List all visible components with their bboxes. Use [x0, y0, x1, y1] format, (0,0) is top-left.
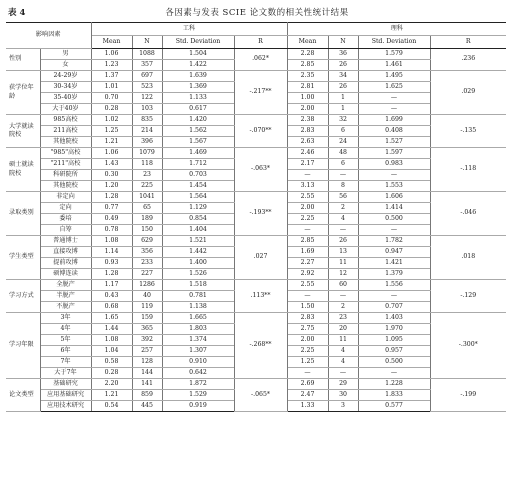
eng-std-cell: 1.564: [162, 192, 234, 203]
sci-mean-cell: 1.00: [287, 93, 328, 104]
eng-mean-cell: 1.21: [91, 390, 132, 401]
eng-mean-cell: 1.01: [91, 82, 132, 93]
sci-n-cell: 56: [328, 192, 358, 203]
sci-std-cell: 1.556: [358, 280, 430, 291]
sci-n-cell: 4: [328, 214, 358, 225]
eng-std-cell: 1.504: [162, 49, 234, 60]
eng-std-cell: 1.400: [162, 258, 234, 269]
sci-mean-cell: —: [287, 225, 328, 236]
eng-mean-cell: 1.08: [91, 236, 132, 247]
sci-n-cell: 26: [328, 236, 358, 247]
eng-n-cell: 103: [132, 104, 162, 115]
eng-mean-cell: 0.49: [91, 214, 132, 225]
sci-n-cell: —: [328, 291, 358, 302]
eng-mean-cell: 1.28: [91, 269, 132, 280]
sci-n-cell: 30: [328, 390, 358, 401]
eng-n-cell: 257: [132, 346, 162, 357]
level-cell: 基础研究: [40, 379, 91, 390]
eng-n-cell: 445: [132, 401, 162, 412]
level-cell: 自筹: [40, 225, 91, 236]
eng-n-cell: 159: [132, 313, 162, 324]
eng-std-cell: 1.567: [162, 137, 234, 148]
eng-std-cell: 0.781: [162, 291, 234, 302]
eng-n-cell: 629: [132, 236, 162, 247]
table-row: [6, 192, 506, 203]
sci-std-cell: —: [358, 170, 430, 181]
eng-std-cell: 1.639: [162, 71, 234, 82]
eng-r-cell: -.193**: [234, 192, 287, 236]
level-cell: 其他院校: [40, 137, 91, 148]
sci-mean-cell: 2.63: [287, 137, 328, 148]
eng-n-cell: 189: [132, 214, 162, 225]
sci-mean-cell: 2.25: [287, 214, 328, 225]
eng-mean-cell: 1.06: [91, 148, 132, 159]
eng-r-cell: -.217**: [234, 71, 287, 115]
level-cell: 定向: [40, 203, 91, 214]
factor-cell: 性别: [6, 49, 40, 71]
eng-n-cell: 392: [132, 335, 162, 346]
sci-n-cell: 6: [328, 126, 358, 137]
eng-std-cell: 1.803: [162, 324, 234, 335]
eng-n-cell: 859: [132, 390, 162, 401]
eng-std-cell: 1.712: [162, 159, 234, 170]
sci-std-cell: 1.461: [358, 60, 430, 71]
eng-mean-cell: 1.43: [91, 159, 132, 170]
table-row: [6, 313, 506, 324]
sci-mean-cell: —: [287, 170, 328, 181]
eng-std-cell: 0.854: [162, 214, 234, 225]
table-body: [6, 23, 506, 412]
sci-n-cell: 48: [328, 148, 358, 159]
sci-std-cell: 0.577: [358, 401, 430, 412]
sci-std-cell: 1.414: [358, 203, 430, 214]
eng-std-cell: 0.919: [162, 401, 234, 412]
level-cell: 男: [40, 49, 91, 60]
factor-cell: 论文类型: [6, 379, 40, 412]
sci-std-cell: —: [358, 104, 430, 115]
sci-mean-cell: 2.46: [287, 148, 328, 159]
sci-n-cell: 3: [328, 401, 358, 412]
sci-mean-cell: 2.47: [287, 390, 328, 401]
level-cell: 6年: [40, 346, 91, 357]
sci-std-cell: 1.379: [358, 269, 430, 280]
eng-n-cell: 357: [132, 60, 162, 71]
table-caption: [0, 6, 514, 20]
level-cell: 30-34岁: [40, 82, 91, 93]
level-cell: 大于7年: [40, 368, 91, 379]
level-cell: 不脱产: [40, 302, 91, 313]
eng-mean-cell: 0.78: [91, 225, 132, 236]
sci-std-cell: 1.782: [358, 236, 430, 247]
eng-n-cell: 1286: [132, 280, 162, 291]
eng-n-cell: 835: [132, 115, 162, 126]
sci-std-cell: 0.408: [358, 126, 430, 137]
level-cell: 硕博连读: [40, 269, 91, 280]
eng-mean-cell: 1.23: [91, 60, 132, 71]
sci-n-cell: 11: [328, 258, 358, 269]
factor-cell: 学习方式: [6, 280, 40, 313]
sci-mean-cell: 1.50: [287, 302, 328, 313]
sci-n-cell: 4: [328, 346, 358, 357]
sci-std-cell: 1.403: [358, 313, 430, 324]
sci-n-cell: 36: [328, 49, 358, 60]
eng-mean-cell: 1.65: [91, 313, 132, 324]
level-cell: 3年: [40, 313, 91, 324]
eng-n-cell: 118: [132, 159, 162, 170]
level-cell: 非定向: [40, 192, 91, 203]
sci-std-cell: 1.970: [358, 324, 430, 335]
sci-n-cell: 34: [328, 71, 358, 82]
eng-std-cell: 1.529: [162, 390, 234, 401]
col-header-std: Std. Deviation: [358, 36, 430, 49]
sci-r-cell: -.129: [430, 280, 506, 313]
sci-n-cell: 2: [328, 302, 358, 313]
eng-mean-cell: 1.14: [91, 247, 132, 258]
sci-n-cell: 6: [328, 159, 358, 170]
sci-std-cell: —: [358, 368, 430, 379]
sci-n-cell: —: [328, 368, 358, 379]
eng-std-cell: 1.138: [162, 302, 234, 313]
factor-cell: 硕士就读院校: [6, 148, 40, 192]
eng-std-cell: 1.469: [162, 148, 234, 159]
eng-mean-cell: 1.28: [91, 192, 132, 203]
science-header: 理科: [287, 23, 506, 36]
eng-r-cell: -.063*: [234, 148, 287, 192]
sci-std-cell: 1.228: [358, 379, 430, 390]
sci-r-cell: .018: [430, 236, 506, 280]
sci-std-cell: 0.500: [358, 357, 430, 368]
eng-n-cell: 1088: [132, 49, 162, 60]
eng-std-cell: 1.872: [162, 379, 234, 390]
table-row: [6, 148, 506, 159]
eng-n-cell: 233: [132, 258, 162, 269]
eng-n-cell: 523: [132, 82, 162, 93]
eng-mean-cell: 1.06: [91, 49, 132, 60]
eng-mean-cell: 1.17: [91, 280, 132, 291]
eng-std-cell: 1.562: [162, 126, 234, 137]
eng-n-cell: 214: [132, 126, 162, 137]
eng-r-cell: .027: [234, 236, 287, 280]
level-cell: 211高校: [40, 126, 91, 137]
sci-n-cell: 60: [328, 280, 358, 291]
level-cell: 全脱产: [40, 280, 91, 291]
table-row: [6, 379, 506, 390]
table-number: 表 4: [8, 8, 26, 18]
factor-cell: 获学位年龄: [6, 71, 40, 115]
factor-cell: 学生类型: [6, 236, 40, 280]
sci-mean-cell: 2.27: [287, 258, 328, 269]
sci-mean-cell: 1.25: [287, 357, 328, 368]
eng-std-cell: 1.420: [162, 115, 234, 126]
sci-n-cell: —: [328, 225, 358, 236]
sci-std-cell: 1.421: [358, 258, 430, 269]
eng-mean-cell: 1.04: [91, 346, 132, 357]
sci-n-cell: 26: [328, 60, 358, 71]
sci-r-cell: -.199: [430, 379, 506, 412]
sci-mean-cell: 2.85: [287, 236, 328, 247]
eng-mean-cell: 1.25: [91, 126, 132, 137]
sci-r-cell: .029: [430, 71, 506, 115]
sci-mean-cell: 2.85: [287, 60, 328, 71]
sci-std-cell: —: [358, 225, 430, 236]
sci-n-cell: 4: [328, 357, 358, 368]
eng-mean-cell: 0.28: [91, 368, 132, 379]
eng-n-cell: 697: [132, 71, 162, 82]
col-header-std: Std. Deviation: [162, 36, 234, 49]
sci-std-cell: 1.597: [358, 148, 430, 159]
eng-mean-cell: 0.43: [91, 291, 132, 302]
sci-std-cell: 1.495: [358, 71, 430, 82]
level-cell: 985高校: [40, 115, 91, 126]
sci-r-cell: -.118: [430, 148, 506, 192]
level-cell: 直接攻博: [40, 247, 91, 258]
sci-std-cell: 1.699: [358, 115, 430, 126]
eng-std-cell: 1.454: [162, 181, 234, 192]
sci-std-cell: 1.095: [358, 335, 430, 346]
level-cell: 科研院所: [40, 170, 91, 181]
sci-mean-cell: 2.69: [287, 379, 328, 390]
sci-r-cell: .236: [430, 49, 506, 71]
sci-mean-cell: 1.33: [287, 401, 328, 412]
eng-mean-cell: 0.77: [91, 203, 132, 214]
eng-std-cell: 1.404: [162, 225, 234, 236]
eng-n-cell: 40: [132, 291, 162, 302]
sci-std-cell: 1.553: [358, 181, 430, 192]
sci-n-cell: 20: [328, 324, 358, 335]
sci-mean-cell: 2.00: [287, 335, 328, 346]
eng-std-cell: 1.442: [162, 247, 234, 258]
sci-n-cell: 11: [328, 335, 358, 346]
eng-n-cell: 396: [132, 137, 162, 148]
sci-std-cell: 0.947: [358, 247, 430, 258]
sci-r-cell: -.135: [430, 115, 506, 148]
level-cell: 大于40岁: [40, 104, 91, 115]
eng-r-cell: -.070**: [234, 115, 287, 148]
sci-std-cell: 0.707: [358, 302, 430, 313]
eng-mean-cell: 2.20: [91, 379, 132, 390]
sci-mean-cell: 3.13: [287, 181, 328, 192]
level-cell: 24-29岁: [40, 71, 91, 82]
eng-mean-cell: 0.54: [91, 401, 132, 412]
sci-n-cell: —: [328, 170, 358, 181]
eng-n-cell: 356: [132, 247, 162, 258]
engineering-header: 工科: [91, 23, 287, 36]
table-row: [6, 236, 506, 247]
table-row: [6, 71, 506, 82]
eng-n-cell: 365: [132, 324, 162, 335]
col-header-r: R: [430, 36, 506, 49]
eng-std-cell: 1.374: [162, 335, 234, 346]
factor-cell: 大学就读院校: [6, 115, 40, 148]
sci-n-cell: 8: [328, 181, 358, 192]
level-cell: 女: [40, 60, 91, 71]
eng-mean-cell: 1.21: [91, 137, 132, 148]
eng-r-cell: -.065*: [234, 379, 287, 412]
eng-mean-cell: 0.58: [91, 357, 132, 368]
sci-mean-cell: 2.35: [287, 71, 328, 82]
statistics-table: [6, 22, 506, 412]
sci-mean-cell: 2.00: [287, 104, 328, 115]
sci-std-cell: 1.527: [358, 137, 430, 148]
level-cell: 7年: [40, 357, 91, 368]
sci-mean-cell: 2.28: [287, 49, 328, 60]
eng-mean-cell: 0.30: [91, 170, 132, 181]
sci-n-cell: 13: [328, 247, 358, 258]
eng-r-cell: .113**: [234, 280, 287, 313]
level-cell: 4年: [40, 324, 91, 335]
level-cell: 35-40岁: [40, 93, 91, 104]
col-header-mean: Mean: [91, 36, 132, 49]
eng-n-cell: 119: [132, 302, 162, 313]
sci-mean-cell: 2.55: [287, 280, 328, 291]
level-cell: 委培: [40, 214, 91, 225]
eng-std-cell: 1.526: [162, 269, 234, 280]
level-cell: 普通博士: [40, 236, 91, 247]
sci-n-cell: 29: [328, 379, 358, 390]
level-cell: 5年: [40, 335, 91, 346]
eng-mean-cell: 1.02: [91, 115, 132, 126]
table-row: [6, 115, 506, 126]
eng-n-cell: 122: [132, 93, 162, 104]
sci-std-cell: 0.500: [358, 214, 430, 225]
sci-mean-cell: 2.25: [287, 346, 328, 357]
sci-std-cell: 1.579: [358, 49, 430, 60]
sci-n-cell: 24: [328, 137, 358, 148]
eng-mean-cell: 0.70: [91, 93, 132, 104]
eng-n-cell: 225: [132, 181, 162, 192]
eng-mean-cell: 1.20: [91, 181, 132, 192]
eng-n-cell: 144: [132, 368, 162, 379]
eng-std-cell: 0.642: [162, 368, 234, 379]
sci-mean-cell: 2.38: [287, 115, 328, 126]
eng-n-cell: 65: [132, 203, 162, 214]
sci-mean-cell: 2.00: [287, 203, 328, 214]
sci-n-cell: 2: [328, 203, 358, 214]
eng-n-cell: 1041: [132, 192, 162, 203]
sci-std-cell: 0.983: [358, 159, 430, 170]
eng-n-cell: 23: [132, 170, 162, 181]
col-header-r: R: [234, 36, 287, 49]
sci-n-cell: 1: [328, 93, 358, 104]
eng-n-cell: 227: [132, 269, 162, 280]
sci-std-cell: 1.606: [358, 192, 430, 203]
sci-mean-cell: 2.75: [287, 324, 328, 335]
sci-mean-cell: 2.17: [287, 159, 328, 170]
eng-std-cell: 1.133: [162, 93, 234, 104]
sci-mean-cell: 1.69: [287, 247, 328, 258]
factor-cell: 录取类别: [6, 192, 40, 236]
eng-std-cell: 0.617: [162, 104, 234, 115]
eng-std-cell: 1.518: [162, 280, 234, 291]
sci-n-cell: 32: [328, 115, 358, 126]
sci-mean-cell: 2.92: [287, 269, 328, 280]
eng-std-cell: 0.703: [162, 170, 234, 181]
sci-n-cell: 12: [328, 269, 358, 280]
sci-r-cell: -.300*: [430, 313, 506, 379]
col-header-n: N: [132, 36, 162, 49]
eng-std-cell: 1.665: [162, 313, 234, 324]
eng-std-cell: 1.521: [162, 236, 234, 247]
eng-std-cell: 1.422: [162, 60, 234, 71]
level-cell: 应用基础研究: [40, 390, 91, 401]
level-cell: 应用技术研究: [40, 401, 91, 412]
sci-mean-cell: 2.83: [287, 313, 328, 324]
table-row: [6, 49, 506, 60]
sci-std-cell: 1.625: [358, 82, 430, 93]
sci-mean-cell: —: [287, 368, 328, 379]
eng-r-cell: .062*: [234, 49, 287, 71]
sci-n-cell: 1: [328, 104, 358, 115]
eng-std-cell: 1.369: [162, 82, 234, 93]
sci-n-cell: 23: [328, 313, 358, 324]
sci-std-cell: —: [358, 291, 430, 302]
eng-std-cell: 1.129: [162, 203, 234, 214]
header-row-1: [6, 23, 506, 36]
sci-n-cell: 26: [328, 82, 358, 93]
eng-mean-cell: 1.44: [91, 324, 132, 335]
factor-cell: 学习年限: [6, 313, 40, 379]
sci-mean-cell: 2.83: [287, 126, 328, 137]
sci-mean-cell: 2.81: [287, 82, 328, 93]
sci-r-cell: -.046: [430, 192, 506, 236]
sci-std-cell: 0.957: [358, 346, 430, 357]
eng-mean-cell: 0.68: [91, 302, 132, 313]
level-cell: 半脱产: [40, 291, 91, 302]
eng-mean-cell: 1.08: [91, 335, 132, 346]
level-cell: 其他院校: [40, 181, 91, 192]
eng-n-cell: 150: [132, 225, 162, 236]
level-cell: "211"高校: [40, 159, 91, 170]
eng-mean-cell: 0.28: [91, 104, 132, 115]
eng-n-cell: 1079: [132, 148, 162, 159]
sci-std-cell: 1.833: [358, 390, 430, 401]
level-cell: "985"高校: [40, 148, 91, 159]
table-title: 各因素与发表 SCIE 论文数的相关性统计结果: [165, 8, 349, 18]
eng-mean-cell: 1.37: [91, 71, 132, 82]
col-header-mean: Mean: [287, 36, 328, 49]
col-header-n: N: [328, 36, 358, 49]
eng-n-cell: 128: [132, 357, 162, 368]
table-row: [6, 280, 506, 291]
sci-mean-cell: —: [287, 291, 328, 302]
level-cell: 提前攻博: [40, 258, 91, 269]
sci-mean-cell: 2.55: [287, 192, 328, 203]
sci-std-cell: —: [358, 93, 430, 104]
eng-std-cell: 0.910: [162, 357, 234, 368]
factor-header: 影响因素: [6, 23, 91, 49]
eng-n-cell: 141: [132, 379, 162, 390]
eng-mean-cell: 0.93: [91, 258, 132, 269]
eng-std-cell: 1.307: [162, 346, 234, 357]
eng-r-cell: -.268**: [234, 313, 287, 379]
